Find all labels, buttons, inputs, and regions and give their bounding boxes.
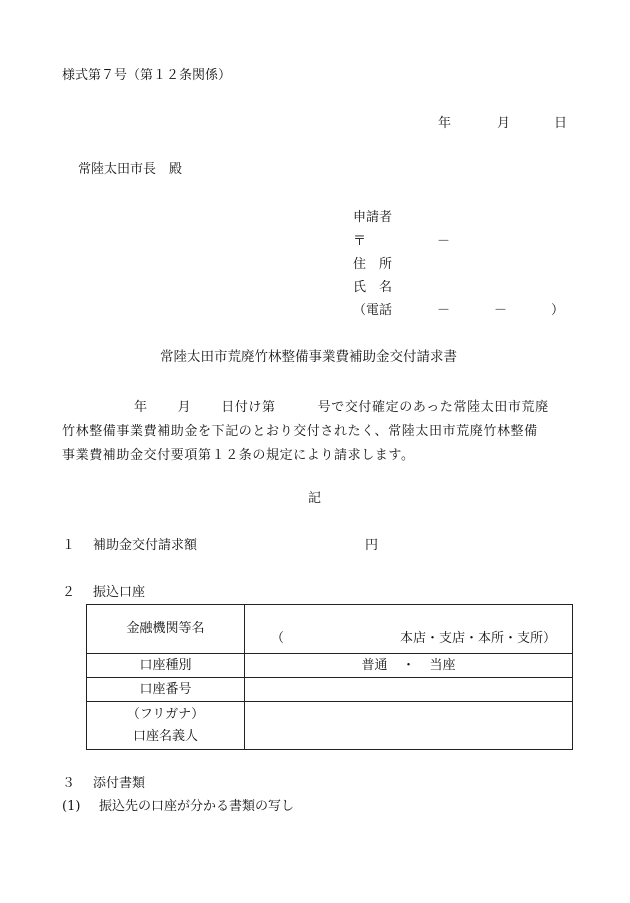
section-2-number: ２ xyxy=(62,585,76,600)
account-type-ordinary[interactable]: 普通 xyxy=(361,657,388,673)
document-title: 常陸太田市荒廃竹林整備事業費補助金交付請求書 xyxy=(160,349,457,365)
table-row xyxy=(87,654,573,678)
account-number-label: 口座番号 xyxy=(87,678,245,702)
table-row xyxy=(87,678,573,702)
form-number: 様式第７号（第１２条関係） xyxy=(62,68,232,83)
section-1-label: 補助金交付請求額 xyxy=(93,538,198,553)
table-row xyxy=(87,702,573,750)
section-1-number: １ xyxy=(62,538,76,553)
account-holder-label: 口座名義人 xyxy=(132,728,198,744)
table-row xyxy=(87,605,573,654)
phone-dash-1: － xyxy=(437,303,451,318)
account-number-field[interactable] xyxy=(245,678,573,702)
account-holder-field[interactable] xyxy=(245,702,573,750)
account-type-dot: ・ xyxy=(401,657,415,673)
ki-heading: 記 xyxy=(308,491,322,506)
applicant-heading: 申請者 xyxy=(353,210,393,225)
phone-close: ） xyxy=(551,303,565,318)
date-day: 日 xyxy=(554,116,568,131)
attachment-item-number: (1) xyxy=(62,799,81,814)
section-3-number: ３ xyxy=(62,776,76,791)
account-type-label: 口座種別 xyxy=(87,654,245,678)
address-label: 住 所 xyxy=(353,257,393,272)
bank-account-table xyxy=(86,604,573,750)
postal-mark: 〒 xyxy=(353,234,367,249)
attachment-item-text: 振込先の口座が分かる書類の写し xyxy=(99,799,295,814)
section-2-label: 振込口座 xyxy=(93,585,146,600)
body-line-2: 竹林整備事業費補助金を下記のとおり交付されたく、常陸太田市荒廃竹林整備 xyxy=(62,424,538,439)
body-line-1: 年 月 日付け第 号で交付確定のあった常陸太田市荒廃 xyxy=(134,400,549,415)
date-month: 月 xyxy=(497,116,511,131)
postal-dash: － xyxy=(437,234,451,249)
bank-paren-open: （ xyxy=(271,631,285,646)
bank-name-label: 金融機関等名 xyxy=(87,605,245,654)
account-holder-label-cell xyxy=(87,702,245,750)
section-3-label: 添付書類 xyxy=(93,776,146,791)
phone-open: （電話 xyxy=(353,303,393,318)
account-type-current[interactable]: 当座 xyxy=(429,657,456,673)
bank-branch-types: 本店・支店・本所・支所） xyxy=(399,631,556,646)
bank-name-field[interactable] xyxy=(245,605,573,654)
date-year: 年 xyxy=(438,116,452,131)
furigana-label: （フリガナ） xyxy=(126,706,205,722)
account-type-field[interactable] xyxy=(245,654,573,678)
body-line-3: 事業費補助金交付要項第１２条の規定により請求します。 xyxy=(62,448,415,463)
body-paragraph xyxy=(62,396,582,468)
name-label: 氏 名 xyxy=(353,280,393,295)
section-1-unit: 円 xyxy=(365,538,379,553)
phone-dash-2: － xyxy=(494,303,508,318)
addressee: 常陸太田市長 殿 xyxy=(78,162,183,177)
